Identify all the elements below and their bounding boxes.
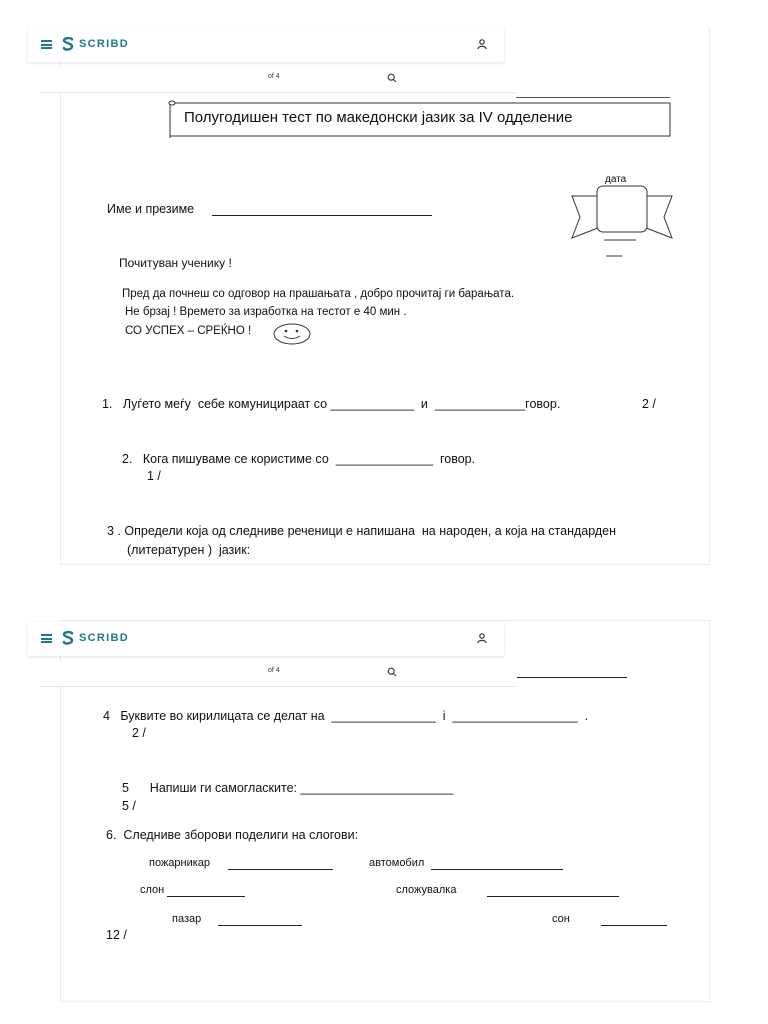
name-input-line[interactable] <box>212 215 432 216</box>
scribd-logo[interactable] <box>62 630 129 646</box>
question-3-line-2: (литературен ) јазик: <box>127 543 251 557</box>
search-icon[interactable] <box>387 73 397 83</box>
user-icon[interactable] <box>476 38 488 50</box>
question-1-points: 2 / <box>642 397 656 411</box>
word-pozharnikar: пожарникар <box>149 857 211 869</box>
scribd-logo-icon <box>62 36 74 52</box>
search-icon[interactable] <box>387 667 397 677</box>
date-label: дата <box>605 174 627 185</box>
answer-line[interactable] <box>218 925 302 926</box>
page-navigation-bar <box>40 68 516 93</box>
page-navigation-bar-2 <box>40 662 516 687</box>
question-2: 2. Кога пишуваме се користиме со ______________ говор. <box>122 452 476 466</box>
word-slozhuvalka: сложувалка <box>396 884 457 896</box>
question-3-line-1: 3 . Определи која од следниве реченици е напишана на народен, а која на стандарден <box>107 524 617 538</box>
word-pazar: пазар <box>172 913 202 925</box>
answer-line[interactable] <box>601 925 667 926</box>
page-count: of 4 <box>268 73 280 80</box>
answer-line[interactable] <box>487 896 619 897</box>
question-5-points: 5 / <box>122 799 136 813</box>
top-toolbar-2 <box>28 622 504 656</box>
test-title: Полугодишен тест по македонски јазик за IV одделение <box>184 109 573 126</box>
scribd-logo[interactable] <box>62 36 129 52</box>
answer-line[interactable] <box>517 677 627 678</box>
answer-line[interactable] <box>167 896 245 897</box>
instruction-1: Пред да почнеш со одговор на прашањата , добро прочитај ги барањата. <box>122 288 515 300</box>
question-1: 1. Луѓето меѓу себе комуницираат со ____________ и _____________говор. <box>102 397 561 411</box>
question-4-points: 2 / <box>132 726 146 740</box>
greeting: Почитуван ученику ! <box>119 256 232 270</box>
question-5: 5 Напиши ги самогласките: ______________________ <box>122 781 454 795</box>
word-slon: слон <box>140 884 165 896</box>
word-son: сон <box>552 913 570 925</box>
scribd-logo-icon <box>62 630 74 646</box>
user-icon[interactable] <box>476 632 488 644</box>
date-ribbon <box>570 182 674 258</box>
smiley-icon <box>272 322 312 346</box>
answer-line[interactable] <box>431 869 563 870</box>
question-6: 6. Следниве зборови поделиги на слогови: <box>106 828 359 842</box>
question-4: 4 Буквите во кирилицата се делат на _______________ і __________________ . <box>103 709 589 723</box>
answer-line[interactable] <box>228 869 333 870</box>
brand-name: SCRIBD <box>79 632 129 644</box>
page-count: of 4 <box>268 667 280 674</box>
question-6-points: 12 / <box>106 928 127 942</box>
top-toolbar <box>28 28 504 62</box>
brand-name: SCRIBD <box>79 38 129 50</box>
menu-icon[interactable] <box>41 40 52 49</box>
question-2-points: 1 / <box>147 469 161 483</box>
doc-top-rule <box>516 97 670 98</box>
name-label: Име и презиме <box>107 202 195 216</box>
instruction-3: СО УСПЕХ – СРЕЌНО ! <box>125 325 252 337</box>
menu-icon[interactable] <box>41 634 52 643</box>
word-avtomobil: автомобил <box>369 857 425 869</box>
instruction-2: Не брзај ! Времето за изработка на тестот е 40 мин . <box>125 306 407 318</box>
